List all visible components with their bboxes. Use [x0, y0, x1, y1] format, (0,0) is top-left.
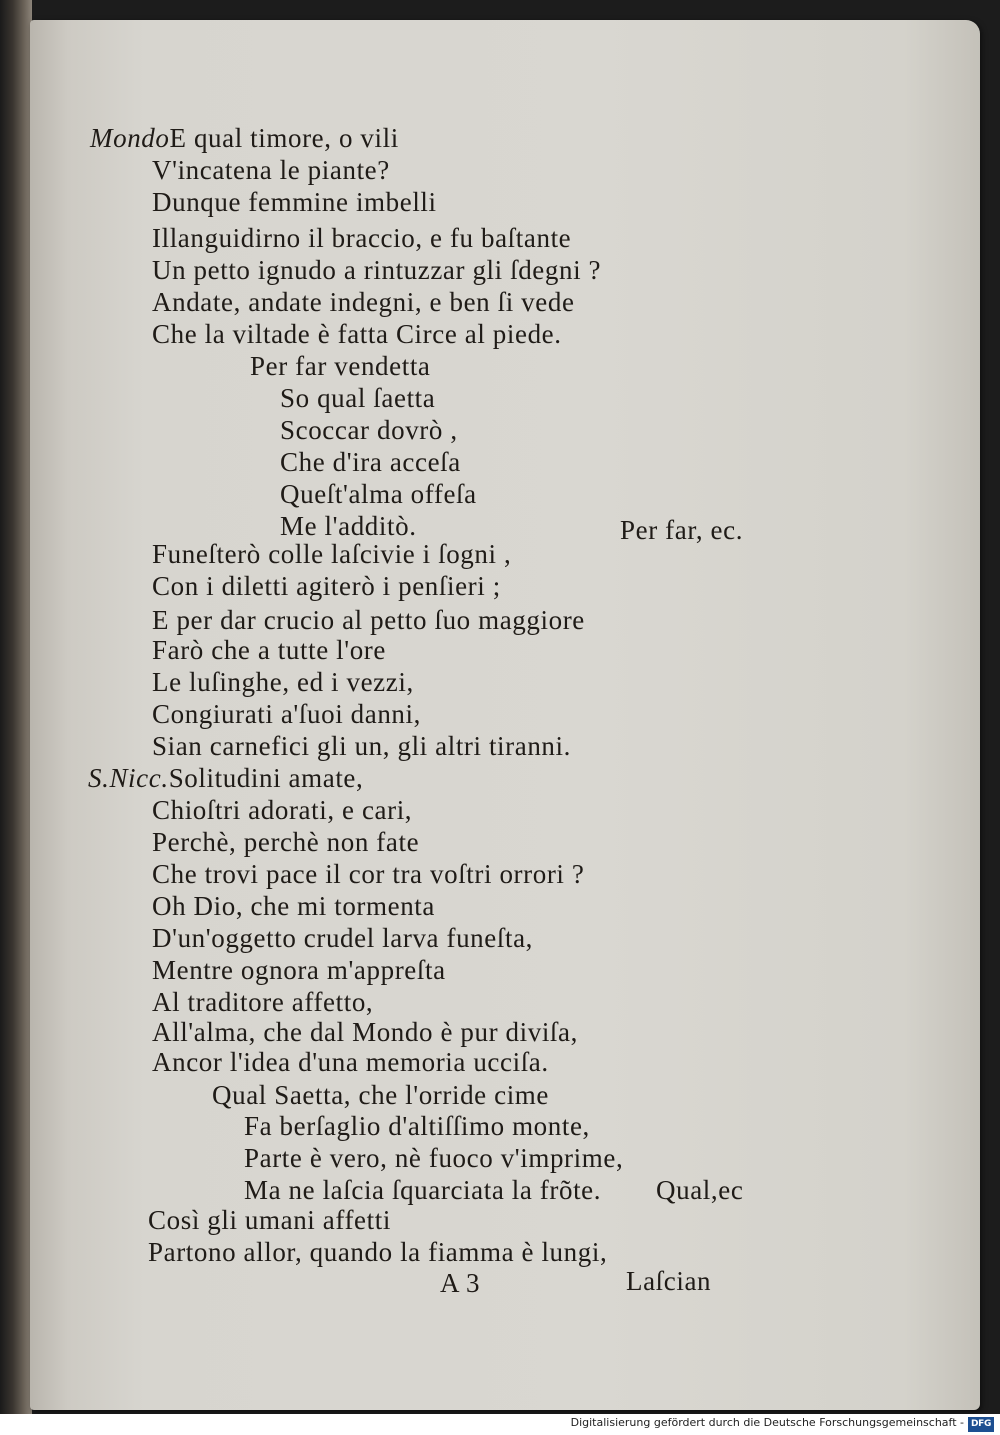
text-line: Ancor l'idea d'una memoria ucciſa. — [152, 1047, 549, 1077]
catchword: Laſcian — [626, 1266, 712, 1296]
text-line: Queſt'alma offeſa — [280, 479, 477, 509]
text-line: Parte è vero, nè fuoco v'imprime, — [244, 1143, 624, 1173]
dfg-logo: DFG — [968, 1417, 994, 1432]
text-line: Dunque femmine imbelli — [152, 187, 437, 217]
text-line: Così gli umani affetti — [148, 1205, 391, 1235]
signature-mark: A 3 — [440, 1268, 481, 1298]
text-line: Le luſinghe, ed i vezzi, — [152, 667, 414, 697]
refrain-cue: Per far, ec. — [620, 515, 744, 545]
text-line: Funeſterò colle laſcivie i ſogni , — [152, 539, 512, 569]
text-line: Congiurati a'ſuoi danni, — [152, 699, 421, 729]
text-line: E per dar crucio al petto ſuo maggiore — [152, 605, 585, 635]
text-line: Chioſtri adorati, e cari, — [152, 795, 413, 825]
text-line: Farò che a tutte l'ore — [152, 635, 386, 665]
text-line: V'incatena le piante? — [152, 155, 390, 185]
text-line: Partono allor, quando la fiamma è lungi, — [148, 1237, 608, 1267]
refrain-cue: Qual,ec — [656, 1175, 744, 1205]
text-line: Mentre ognora m'appreſta — [152, 955, 446, 985]
text-line: Al traditore affetto, — [152, 987, 374, 1017]
text-line: Ma ne laſcia ſquarciata la frõte. — [244, 1175, 602, 1205]
text-line: MondoE qual timore, o vili — [90, 123, 399, 153]
text-line: Me l'additò. — [280, 511, 417, 541]
text-line: Che la viltade è fatta Circe al piede. — [152, 319, 562, 349]
text-line: Sian carnefici gli un, gli altri tiranni. — [152, 731, 571, 761]
speaker-label: Mondo — [90, 123, 170, 153]
text-line: Oh Dio, che mi tormenta — [152, 891, 435, 921]
text-line: Che trovi pace il cor tra voſtri orrori ? — [152, 859, 585, 889]
funding-credit: Digitalisierung gefördert durch die Deutsche Forschungsgemeinschaft - — [570, 1416, 964, 1429]
speaker-label: S.Nicc. — [88, 763, 169, 793]
text-line: S.Nicc.Solitudini amate, — [88, 763, 364, 793]
text-line: Con i diletti agiterò i penſieri ; — [152, 571, 501, 601]
text-line: Per far vendetta — [250, 351, 431, 381]
text-line: Scoccar dovrò , — [280, 415, 458, 445]
text-line: Che d'ira acceſa — [280, 447, 461, 477]
text-line: Andate, andate indegni, e ben ſi vede — [152, 287, 575, 317]
text-line: Un petto ignudo a rintuzzar gli ſdegni ? — [152, 255, 602, 285]
text-line: Fa berſaglio d'altiſſimo monte, — [244, 1111, 590, 1141]
text-line: Illanguidirno il braccio, e fu baſtante — [152, 223, 572, 253]
text-line: D'un'oggetto crudel larva funeſta, — [152, 923, 533, 953]
text-line: So qual ſaetta — [280, 383, 436, 413]
text-line: Perchè, perchè non fate — [152, 827, 420, 857]
text-line: Qual Saetta, che l'orride cime — [212, 1080, 549, 1110]
text-line: All'alma, che dal Mondo è pur diviſa, — [152, 1017, 578, 1047]
